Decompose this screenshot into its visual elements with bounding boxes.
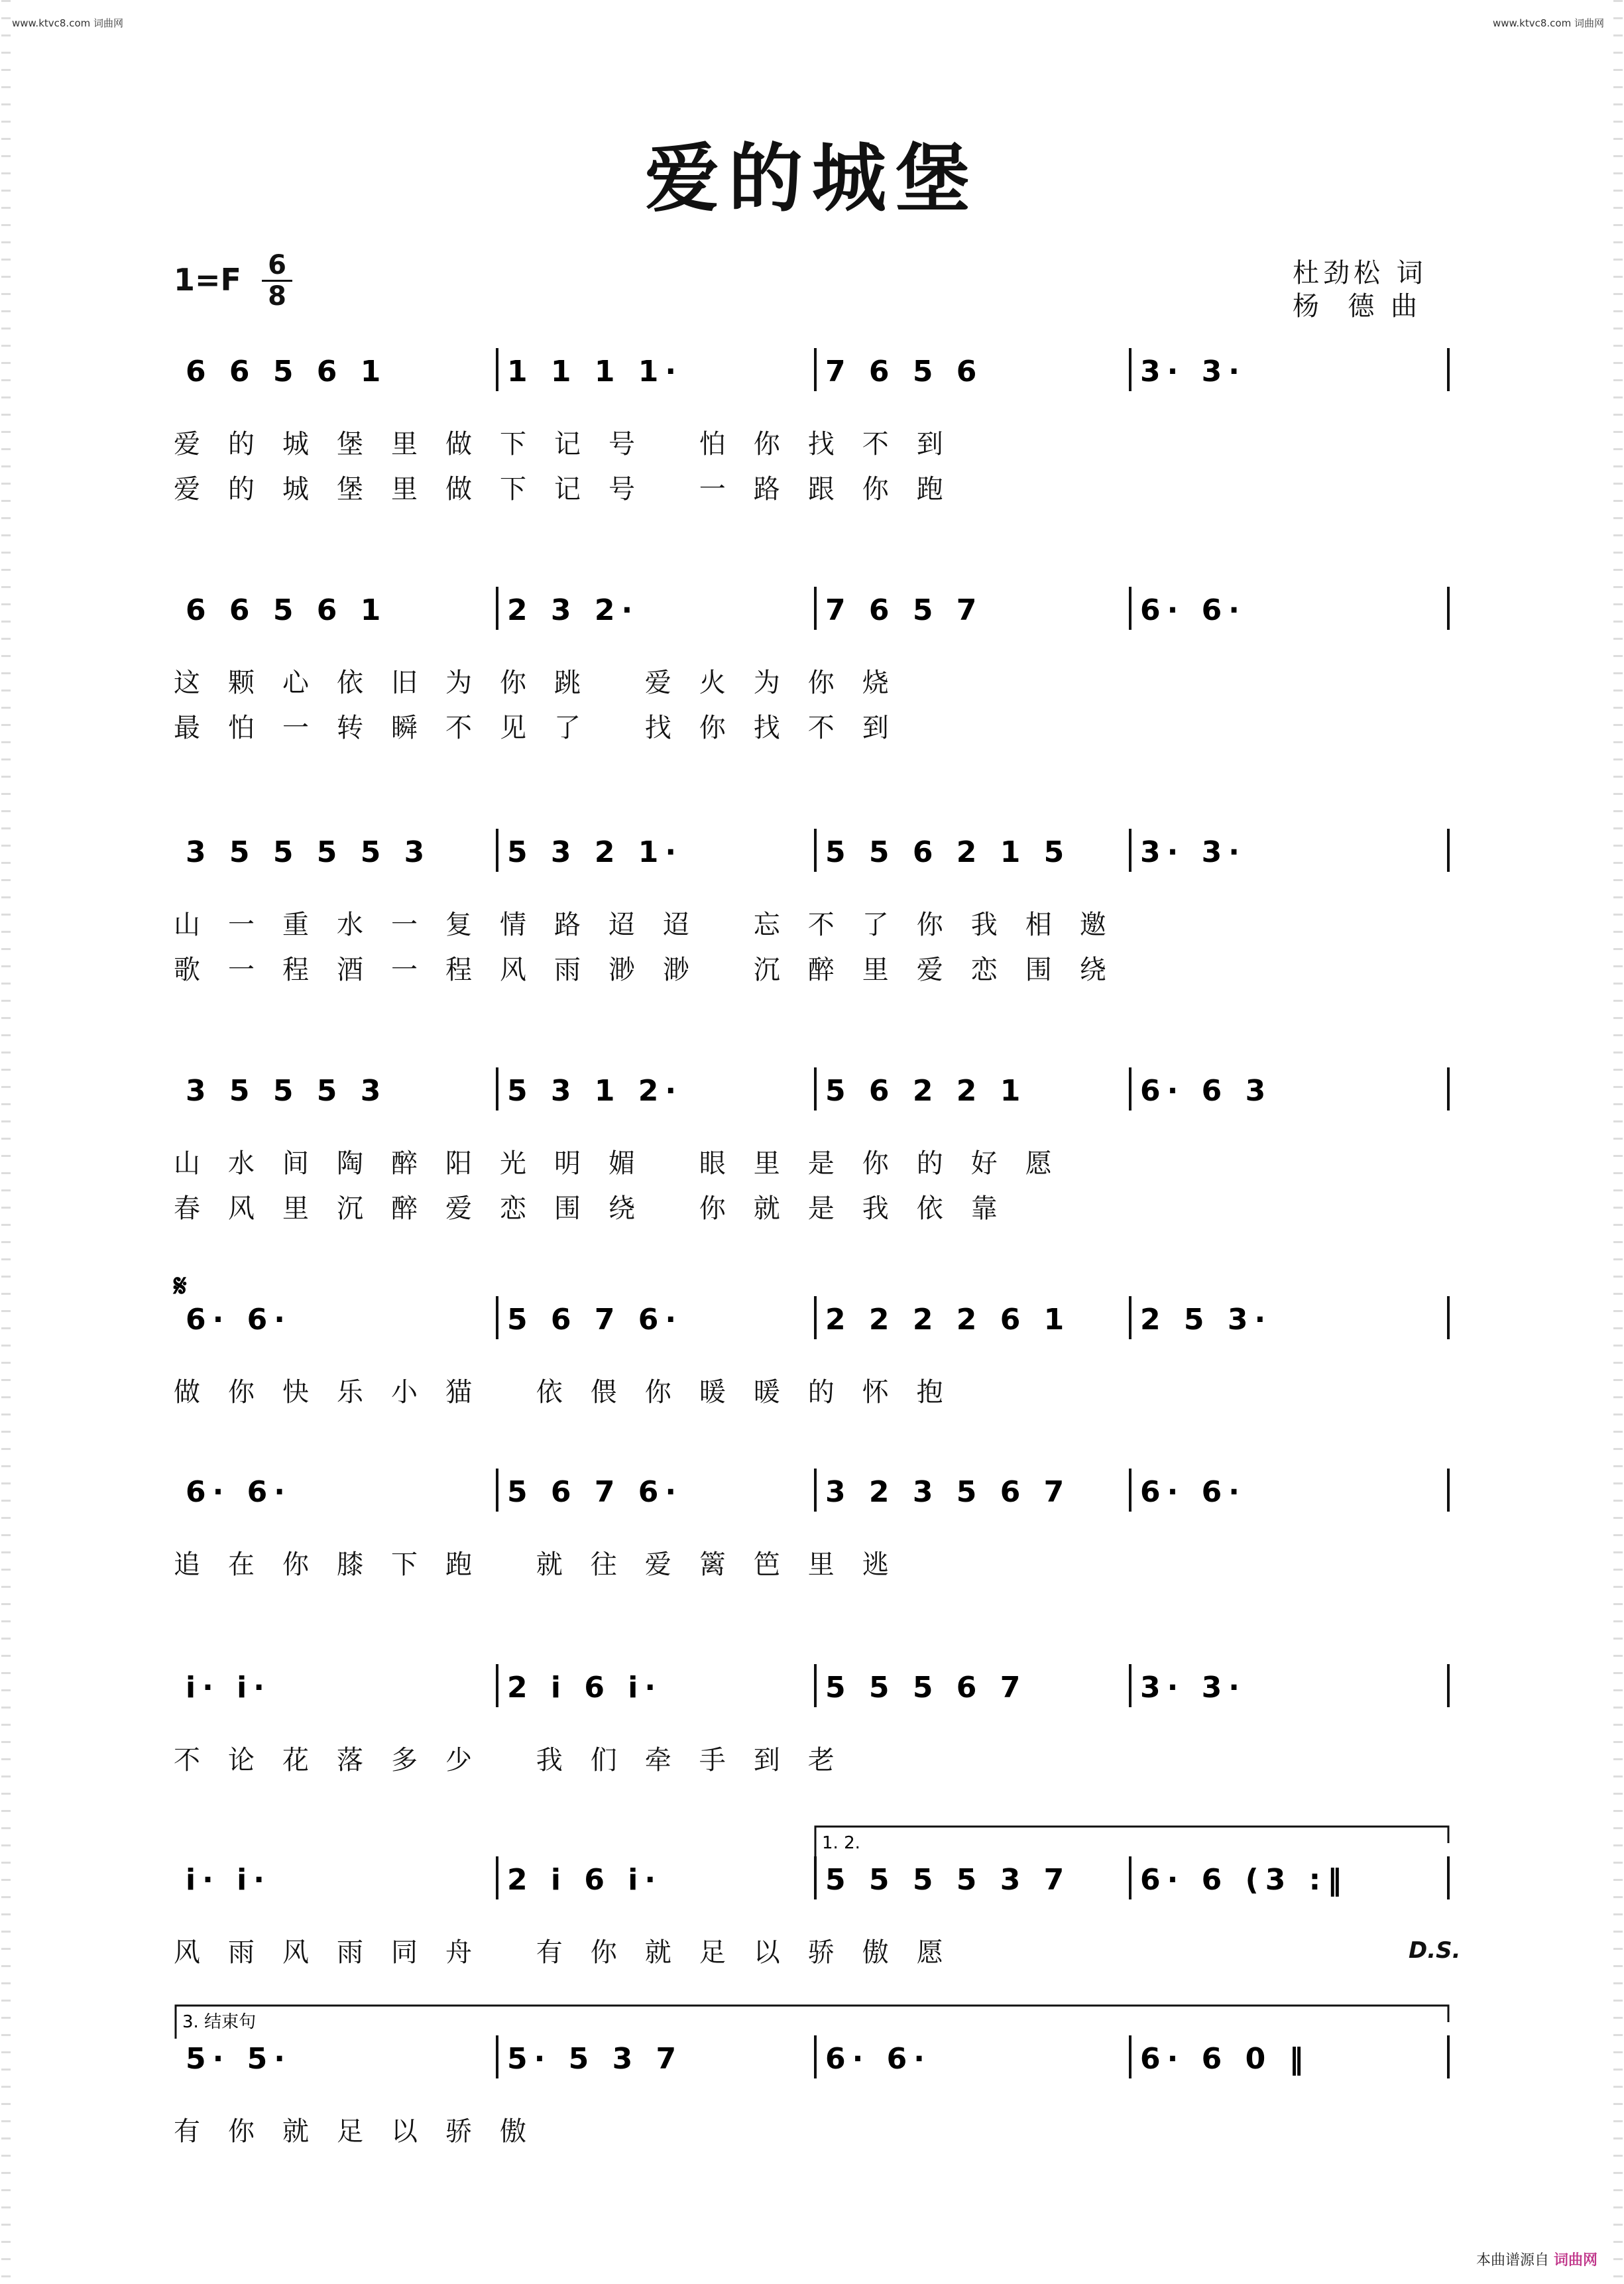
measure-notes: 3· 3· bbox=[1140, 355, 1246, 389]
measure-notes: 2 5 3· bbox=[1140, 1303, 1273, 1337]
lyric-line: 最怕一转瞬不见了 找你找不到 bbox=[174, 713, 917, 743]
lyric-line: 追在你膝下跑 就往爱篱笆里逃 bbox=[174, 1549, 917, 1580]
measure-notes: 2 3 2· bbox=[507, 593, 640, 627]
measure-notes: 6· 6· bbox=[1140, 593, 1246, 627]
measure-notes: 6 6 5 6 1 bbox=[186, 593, 388, 627]
measure-notes: 5 6 2 2 1 bbox=[825, 1074, 1027, 1108]
measure-notes: 2 i 6 i· bbox=[507, 1863, 663, 1897]
footer-text: 本曲谱源自 bbox=[1476, 2252, 1549, 2269]
lyric-line: 有你就足以骄傲 bbox=[174, 2116, 554, 2147]
ds-marker: D.S. bbox=[1409, 1937, 1461, 1964]
lyric-line: 山一重水一复情路迢迢 忘不了你我相邀 bbox=[174, 910, 1134, 940]
time-denominator: 8 bbox=[268, 281, 286, 312]
site-header-right: www.ktvc8.com 词曲网 bbox=[1492, 17, 1604, 29]
lyric-line: 歌一程酒一程风雨渺渺 沉醉里爱恋围绕 bbox=[174, 955, 1134, 985]
lyric-line: 这颗心依旧为你跳 爱火为你烧 bbox=[174, 668, 917, 698]
measure-notes: 7 6 5 7 bbox=[825, 593, 984, 627]
measure-notes: 5 5 5 6 7 bbox=[825, 1671, 1027, 1705]
measure-notes: 3 5 5 5 3 bbox=[186, 1074, 388, 1108]
measure-notes: 5 5 5 5 3 7 bbox=[825, 1863, 1071, 1897]
measure-notes: i· i· bbox=[186, 1671, 271, 1705]
measure-notes: 7 6 5 6 bbox=[825, 355, 984, 389]
measure-notes: 3· 3· bbox=[1140, 1671, 1246, 1705]
measure-notes: 3· 3· bbox=[1140, 835, 1246, 869]
measure-notes: 3 2 3 5 6 7 bbox=[825, 1475, 1071, 1509]
lyric-line: 爱的城堡里做下记号 怕你找不到 bbox=[174, 429, 971, 459]
measure-notes: 6· 6 3 bbox=[1140, 1074, 1273, 1108]
measure-notes: 5 6 7 6· bbox=[507, 1303, 683, 1337]
measure-notes: 6· 6· bbox=[186, 1303, 292, 1337]
lyric-line: 做你快乐小猫 依偎你暖暖的怀抱 bbox=[174, 1377, 971, 1408]
measure-notes: 6· 6· bbox=[1140, 1475, 1246, 1509]
measure-notes: i· i· bbox=[186, 1863, 271, 1897]
measure-notes: 2 2 2 2 6 1 bbox=[825, 1303, 1071, 1337]
song-title: 爱的城堡 bbox=[645, 135, 979, 222]
volta-label: 1. 2. bbox=[822, 1833, 860, 1853]
measure-notes: 5· 5 3 7 bbox=[507, 2042, 683, 2076]
measure-notes: 5· 5· bbox=[186, 2042, 292, 2076]
volta-bracket bbox=[815, 1827, 1448, 1860]
measure-notes: 5 3 1 2· bbox=[507, 1074, 683, 1108]
lyric-line: 爱的城堡里做下记号 一路跟你跑 bbox=[174, 474, 971, 505]
measure-notes: 5 3 2 1· bbox=[507, 835, 683, 869]
measure-notes: 6· 6· bbox=[825, 2042, 931, 2076]
measure-notes: 6 6 5 6 1 bbox=[186, 355, 388, 389]
measure-notes: 6· 6 0 ‖ bbox=[1140, 2042, 1310, 2076]
footer-brand: 词曲网 bbox=[1553, 2252, 1597, 2269]
lyric-line: 春风里沉醉爱恋围绕 你就是我依靠 bbox=[174, 1193, 1025, 1224]
measure-notes: 3 5 5 5 5 3 bbox=[186, 835, 432, 869]
measure-notes: 5 5 6 2 1 5 bbox=[825, 835, 1071, 869]
segno-icon: 𝄋 bbox=[174, 1268, 187, 1303]
key-signature: 1=F bbox=[174, 262, 241, 298]
measure-notes: 1 1 1 1· bbox=[507, 355, 683, 389]
lyric-line: 山水间陶醉阳光明媚 眼里是你的好愿 bbox=[174, 1148, 1080, 1179]
volta-label: 3. 结束句 bbox=[182, 2012, 257, 2032]
lyric-line: 不论花落多少 我们牵手到老 bbox=[174, 1745, 862, 1775]
measure-notes: 5 6 7 6· bbox=[507, 1475, 683, 1509]
footer-source bbox=[1476, 2249, 1597, 2269]
lyricist-credit: 杜劲松 词 bbox=[1293, 258, 1427, 288]
site-header-left: www.ktvc8.com 词曲网 bbox=[12, 17, 124, 29]
measure-notes: 6· 6 (3 :‖ bbox=[1140, 1863, 1349, 1897]
time-numerator: 6 bbox=[262, 252, 292, 282]
measure-notes: 6· 6· bbox=[186, 1475, 292, 1509]
composer-credit: 杨 德 曲 bbox=[1293, 291, 1422, 322]
measure-notes: 2 i 6 i· bbox=[507, 1671, 663, 1705]
volta-bracket bbox=[176, 2006, 1448, 2039]
lyric-line: 风雨风雨同舟 有你就足以骄傲愿 bbox=[174, 1937, 971, 1968]
